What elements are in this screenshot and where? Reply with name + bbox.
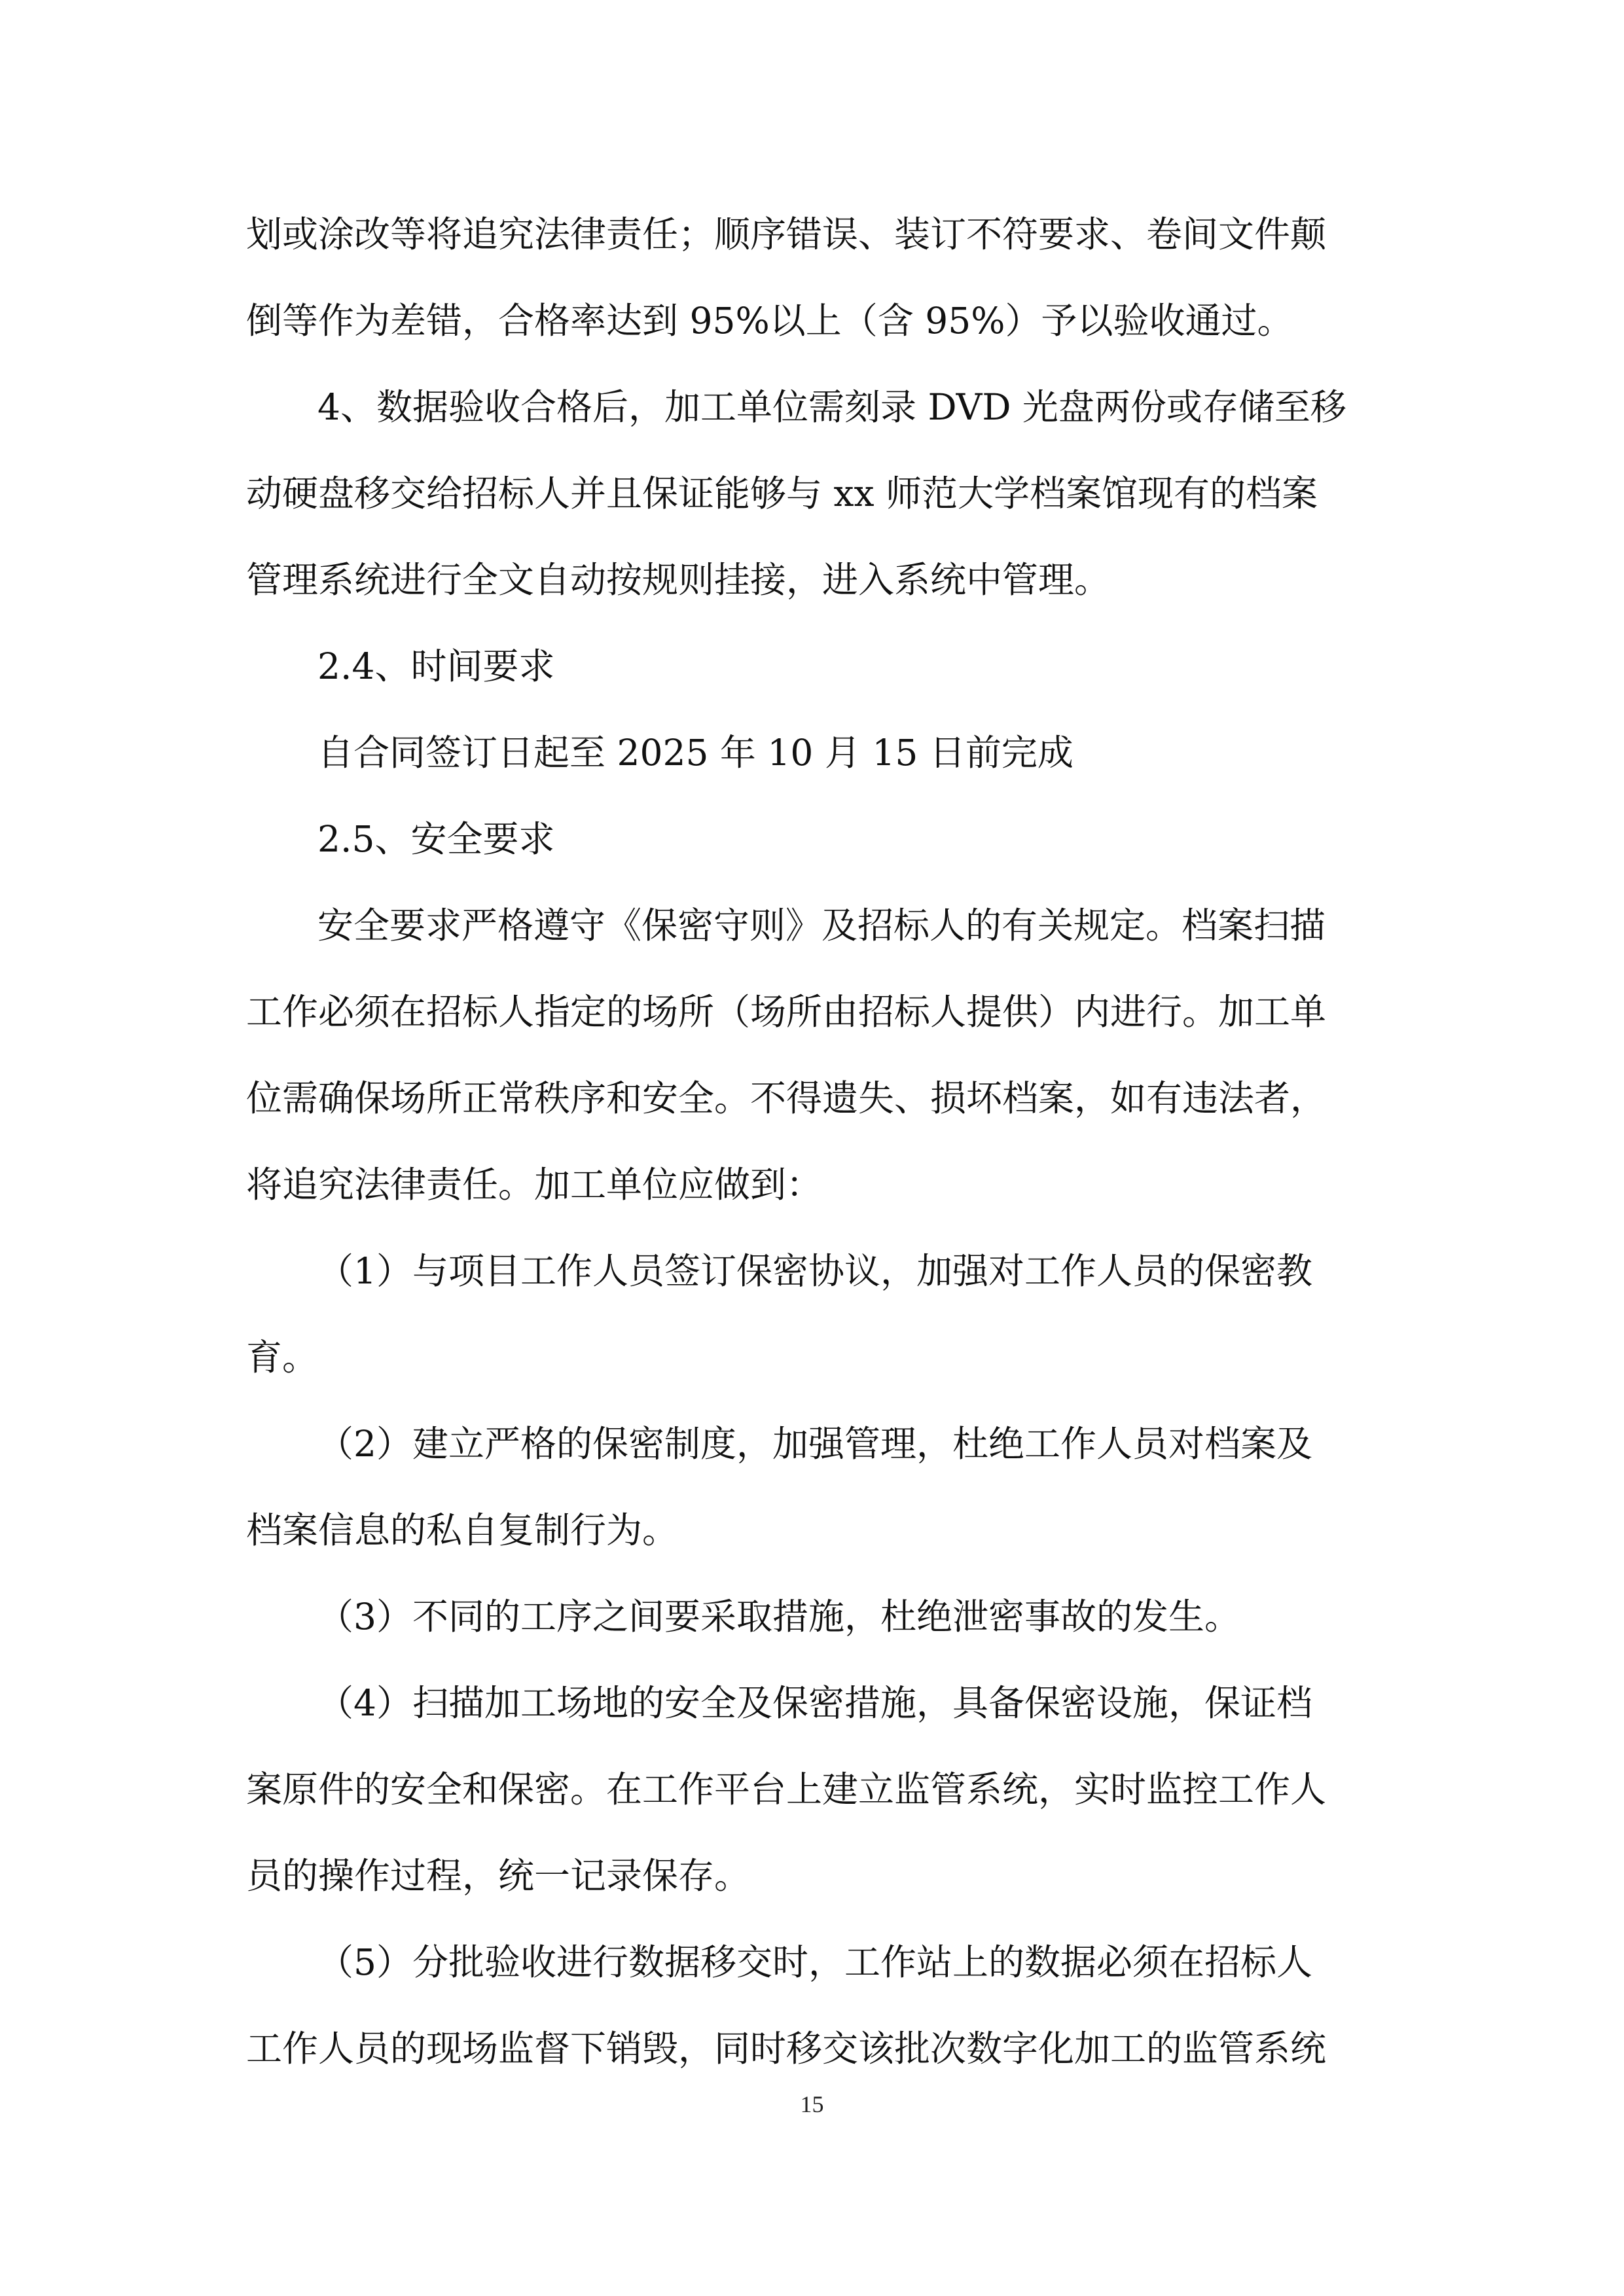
text-line: 安全要求严格遵守《保密守则》及招标人的有关规定。档案扫描 <box>317 905 1326 946</box>
text-line: 员的操作过程，统一记录保存。 <box>246 1855 751 1897</box>
section-heading: 2.5、安全要求 <box>317 818 555 860</box>
text-line: 管理系统进行全文自动按规则挂接，进入系统中管理。 <box>246 559 1111 601</box>
text-line: 档案信息的私自复制行为。 <box>246 1509 679 1551</box>
text-line: 动硬盘移交给招标人并且保证能够与 xx 师范大学档案馆现有的档案 <box>246 473 1318 514</box>
text-line: 自合同签订日起至 2025 年 10 月 15 日前完成 <box>317 732 1074 774</box>
text-line: 案原件的安全和保密。在工作平台上建立监管系统，实时监控工作人 <box>246 1768 1327 1810</box>
text-line: 育。 <box>246 1336 319 1378</box>
page-number: 15 <box>800 2091 824 2117</box>
text-line: 划或涂改等将追究法律责任；顺序错误、装订不符要求、卷间文件颠 <box>246 213 1327 255</box>
section-heading: 2.4、时间要求 <box>317 645 555 687</box>
text-line: 倒等作为差错，合格率达到 95%以上（含 95%）予以验收通过。 <box>246 300 1293 342</box>
list-item: （1）与项目工作人员签订保密协议，加强对工作人员的保密教 <box>317 1250 1312 1292</box>
list-item: （4）扫描加工场地的安全及保密措施，具备保密设施，保证档 <box>317 1682 1312 1724</box>
list-item: （5）分批验收进行数据移交时，工作站上的数据必须在招标人 <box>317 1941 1312 1983</box>
list-item: （2）建立严格的保密制度，加强管理，杜绝工作人员对档案及 <box>317 1423 1312 1465</box>
list-item: （3）不同的工序之间要采取措施，杜绝泄密事故的发生。 <box>317 1596 1240 1638</box>
text-line: 4、数据验收合格后，加工单位需刻录 DVD 光盘两份或存储至移 <box>317 386 1346 428</box>
text-line: 工作必须在招标人指定的场所（场所由招标人提供）内进行。加工单 <box>246 991 1327 1033</box>
text-line: 将追究法律责任。加工单位应做到： <box>246 1164 823 1206</box>
text-line: 工作人员的现场监督下销毁，同时移交该批次数字化加工的监管系统 <box>246 2028 1327 2070</box>
text-line: 位需确保场所正常秩序和安全。不得遗失、损坏档案，如有违法者， <box>246 1077 1327 1119</box>
